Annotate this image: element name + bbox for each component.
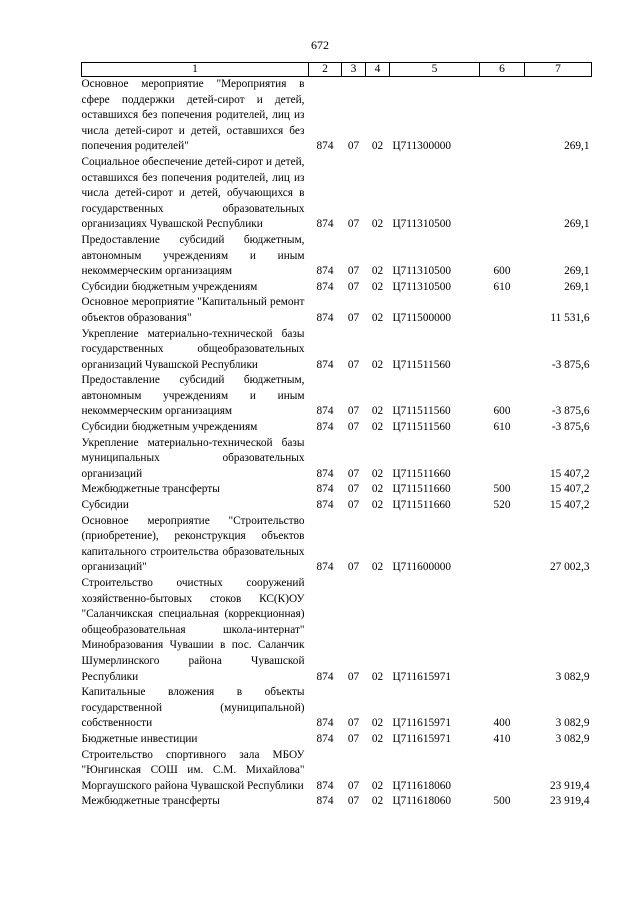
expense-type-cell: 410 bbox=[493, 732, 511, 745]
table-row bbox=[82, 436, 592, 483]
amount-cell: 269,1 bbox=[564, 265, 590, 278]
target-article-cell: Ц711310500 bbox=[392, 265, 452, 278]
subsection-code-cell: 02 bbox=[371, 561, 384, 574]
section-code-cell: 07 bbox=[347, 421, 360, 434]
table-row bbox=[82, 482, 592, 498]
ministry-code-cell: 874 bbox=[316, 795, 334, 808]
expense-type-cell: 400 bbox=[493, 717, 511, 730]
amount-cell: 3 082,9 bbox=[555, 717, 590, 730]
column-header: 2 bbox=[309, 63, 342, 77]
section-code-cell: 07 bbox=[347, 311, 360, 324]
ministry-code-cell: 874 bbox=[316, 358, 334, 371]
section-code-cell: 07 bbox=[347, 779, 360, 792]
expense-type-cell: 600 bbox=[493, 265, 511, 278]
section-code-cell: 07 bbox=[347, 670, 360, 683]
amount-cell: -3 875,6 bbox=[551, 421, 590, 434]
table-row bbox=[82, 498, 592, 514]
target-article-cell: Ц711511560 bbox=[392, 358, 451, 371]
amount-cell: 27 002,3 bbox=[549, 561, 590, 574]
amount-cell: 269,1 bbox=[564, 218, 590, 231]
table-row bbox=[82, 576, 592, 685]
table-row bbox=[82, 420, 592, 436]
subsection-code-cell: 02 bbox=[371, 218, 384, 231]
table-body bbox=[82, 77, 592, 810]
amount-cell: 15 407,2 bbox=[549, 467, 590, 480]
table-row bbox=[82, 77, 592, 155]
expense-type-cell: 500 bbox=[493, 795, 511, 808]
section-code-cell: 07 bbox=[347, 405, 360, 418]
column-number-row bbox=[82, 63, 592, 77]
amount-cell: -3 875,6 bbox=[551, 358, 590, 371]
expense-type-cell: 520 bbox=[493, 499, 511, 512]
subsection-code-cell: 02 bbox=[371, 670, 384, 683]
column-header: 4 bbox=[366, 63, 390, 77]
ministry-code-cell: 874 bbox=[316, 405, 334, 418]
amount-cell: 23 919,4 bbox=[549, 795, 590, 808]
target-article-cell: Ц711615971 bbox=[392, 717, 452, 730]
section-code-cell: 07 bbox=[347, 795, 360, 808]
target-article-cell: Ц711511560 bbox=[392, 421, 451, 434]
column-header: 7 bbox=[525, 63, 592, 77]
table-row bbox=[82, 155, 592, 233]
ministry-code-cell: 874 bbox=[316, 732, 334, 745]
section-code-cell: 07 bbox=[347, 717, 360, 730]
row-name-cell: Бюджетные инвестиции bbox=[81, 732, 198, 745]
row-name-cell: Укрепление материально-технической базы государственных общеобразовательных организаций Чувашской Республики bbox=[81, 327, 305, 371]
expense-type-cell bbox=[480, 748, 525, 795]
expense-type-cell bbox=[480, 77, 525, 155]
ministry-code-cell: 874 bbox=[316, 140, 334, 153]
row-name-cell: Капитальные вложения в объекты государственной (муниципальной) собственности bbox=[81, 686, 305, 730]
ministry-code-cell: 874 bbox=[316, 717, 334, 730]
column-header: 5 bbox=[390, 63, 480, 77]
row-name-cell: Основное мероприятие "Капитальный ремонт объектов образования" bbox=[81, 296, 305, 324]
target-article-cell: Ц711500000 bbox=[392, 311, 452, 324]
subsection-code-cell: 02 bbox=[371, 795, 384, 808]
row-name-cell: Укрепление материально-технической базы муниципальных образовательных организаций bbox=[81, 436, 305, 480]
expense-type-cell: 610 bbox=[493, 280, 511, 293]
section-code-cell: 07 bbox=[347, 467, 360, 480]
section-code-cell: 07 bbox=[347, 358, 360, 371]
target-article-cell: Ц711310500 bbox=[392, 218, 452, 231]
subsection-code-cell: 02 bbox=[371, 140, 384, 153]
ministry-code-cell: 874 bbox=[316, 311, 334, 324]
expense-type-cell: 600 bbox=[493, 405, 511, 418]
budget-table bbox=[81, 62, 592, 810]
section-code-cell: 07 bbox=[347, 483, 360, 496]
target-article-cell: Ц711511560 bbox=[392, 405, 451, 418]
expense-type-cell bbox=[480, 514, 525, 576]
subsection-code-cell: 02 bbox=[371, 265, 384, 278]
row-name-cell: Основное мероприятие "Мероприятия в сфере поддержки детей-сирот и детей, оставшихся без попечения родителей, лиц из числа детей-сирот и детей, оставшихся без попечения родителей" bbox=[81, 78, 305, 153]
table-row bbox=[82, 685, 592, 732]
ministry-code-cell: 874 bbox=[316, 265, 334, 278]
column-header: 3 bbox=[342, 63, 366, 77]
amount-cell: 3 082,9 bbox=[555, 670, 590, 683]
target-article-cell: Ц711511660 bbox=[392, 467, 451, 480]
row-name-cell: Строительство спортивного зала МБОУ "Юнгинская СОШ им. С.М. Михайлова" Моргаушского района Чувашской Республики bbox=[81, 748, 305, 792]
expense-type-cell bbox=[480, 155, 525, 233]
expense-type-cell bbox=[480, 327, 525, 374]
subsection-code-cell: 02 bbox=[371, 483, 384, 496]
target-article-cell: Ц711511660 bbox=[392, 483, 451, 496]
table-row bbox=[82, 794, 592, 810]
section-code-cell: 07 bbox=[347, 732, 360, 745]
ministry-code-cell: 874 bbox=[316, 561, 334, 574]
column-header: 6 bbox=[480, 63, 525, 77]
ministry-code-cell: 874 bbox=[316, 421, 334, 434]
row-name-cell: Строительство очистных сооружений хозяйственно-бытовых стоков КС(К)ОУ "Саланчикская специальная (коррекционная) общеобразовательная школа-интернат" Минобразования Чувашии в пос. Саланчик Шумерлинского района Чувашской Республики bbox=[81, 577, 305, 683]
amount-cell: 15 407,2 bbox=[549, 499, 590, 512]
amount-cell: 23 919,4 bbox=[549, 779, 590, 792]
subsection-code-cell: 02 bbox=[371, 358, 384, 371]
subsection-code-cell: 02 bbox=[371, 779, 384, 792]
amount-cell: -3 875,6 bbox=[551, 405, 590, 418]
ministry-code-cell: 874 bbox=[316, 670, 334, 683]
target-article-cell: Ц711300000 bbox=[392, 140, 452, 153]
section-code-cell: 07 bbox=[347, 265, 360, 278]
target-article-cell: Ц711618060 bbox=[392, 795, 452, 808]
page-number: 672 bbox=[311, 38, 329, 52]
target-article-cell: Ц711310500 bbox=[392, 280, 452, 293]
table-row bbox=[82, 233, 592, 280]
section-code-cell: 07 bbox=[347, 499, 360, 512]
row-name-cell: Предоставление субсидий бюджетным, автономным учреждениям и иным некоммерческим организациям bbox=[81, 374, 305, 418]
row-name-cell: Субсидии бюджетным учреждениям bbox=[81, 280, 258, 293]
amount-cell: 15 407,2 bbox=[549, 483, 590, 496]
row-name-cell: Субсидии bbox=[81, 499, 129, 512]
row-name-cell: Основное мероприятие "Строительство (приобретение), реконструкция объектов капитального строительства образовательных организаций" bbox=[81, 514, 305, 574]
target-article-cell: Ц711511660 bbox=[392, 499, 451, 512]
row-name-cell: Межбюджетные трансферты bbox=[81, 795, 220, 808]
subsection-code-cell: 02 bbox=[371, 311, 384, 324]
subsection-code-cell: 02 bbox=[371, 717, 384, 730]
table-row bbox=[82, 373, 592, 420]
row-name-cell: Предоставление субсидий бюджетным, автономным учреждениям и иным некоммерческим организациям bbox=[81, 233, 305, 278]
subsection-code-cell: 02 bbox=[371, 467, 384, 480]
ministry-code-cell: 874 bbox=[316, 499, 334, 512]
ministry-code-cell: 874 bbox=[316, 483, 334, 496]
table-row bbox=[82, 748, 592, 795]
table-row bbox=[82, 732, 592, 748]
ministry-code-cell: 874 bbox=[316, 218, 334, 231]
ministry-code-cell: 874 bbox=[316, 779, 334, 792]
expense-type-cell bbox=[480, 295, 525, 326]
section-code-cell: 07 bbox=[347, 561, 360, 574]
amount-cell: 3 082,9 bbox=[555, 732, 590, 745]
section-code-cell: 07 bbox=[347, 140, 360, 153]
amount-cell: 269,1 bbox=[564, 140, 590, 153]
subsection-code-cell: 02 bbox=[371, 499, 384, 512]
expense-type-cell bbox=[480, 576, 525, 685]
expense-type-cell: 610 bbox=[493, 421, 511, 434]
expense-type-cell: 500 bbox=[493, 483, 511, 496]
table-row bbox=[82, 295, 592, 326]
target-article-cell: Ц711615971 bbox=[392, 732, 452, 745]
section-code-cell: 07 bbox=[347, 218, 360, 231]
ministry-code-cell: 874 bbox=[316, 467, 334, 480]
subsection-code-cell: 02 bbox=[371, 732, 384, 745]
section-code-cell: 07 bbox=[347, 280, 360, 293]
target-article-cell: Ц711615971 bbox=[392, 670, 452, 683]
column-header: 1 bbox=[82, 63, 309, 77]
expense-type-cell bbox=[480, 436, 525, 483]
amount-cell: 269,1 bbox=[564, 280, 590, 293]
subsection-code-cell: 02 bbox=[371, 280, 384, 293]
table-row bbox=[82, 327, 592, 374]
table-row bbox=[82, 514, 592, 576]
table-row bbox=[82, 280, 592, 296]
target-article-cell: Ц711600000 bbox=[392, 561, 452, 574]
row-name-cell: Субсидии бюджетным учреждениям bbox=[81, 421, 258, 434]
subsection-code-cell: 02 bbox=[371, 405, 384, 418]
row-name-cell: Межбюджетные трансферты bbox=[81, 483, 220, 496]
subsection-code-cell: 02 bbox=[371, 421, 384, 434]
row-name-cell: Социальное обеспечение детей-сирот и детей, оставшихся без попечения родителей, лиц из числа детей-сирот и детей, обучающихся в государственных образовательных организациях Чувашской Республики bbox=[81, 155, 305, 231]
target-article-cell: Ц711618060 bbox=[392, 779, 452, 792]
amount-cell: 11 531,6 bbox=[550, 311, 590, 324]
ministry-code-cell: 874 bbox=[316, 280, 334, 293]
